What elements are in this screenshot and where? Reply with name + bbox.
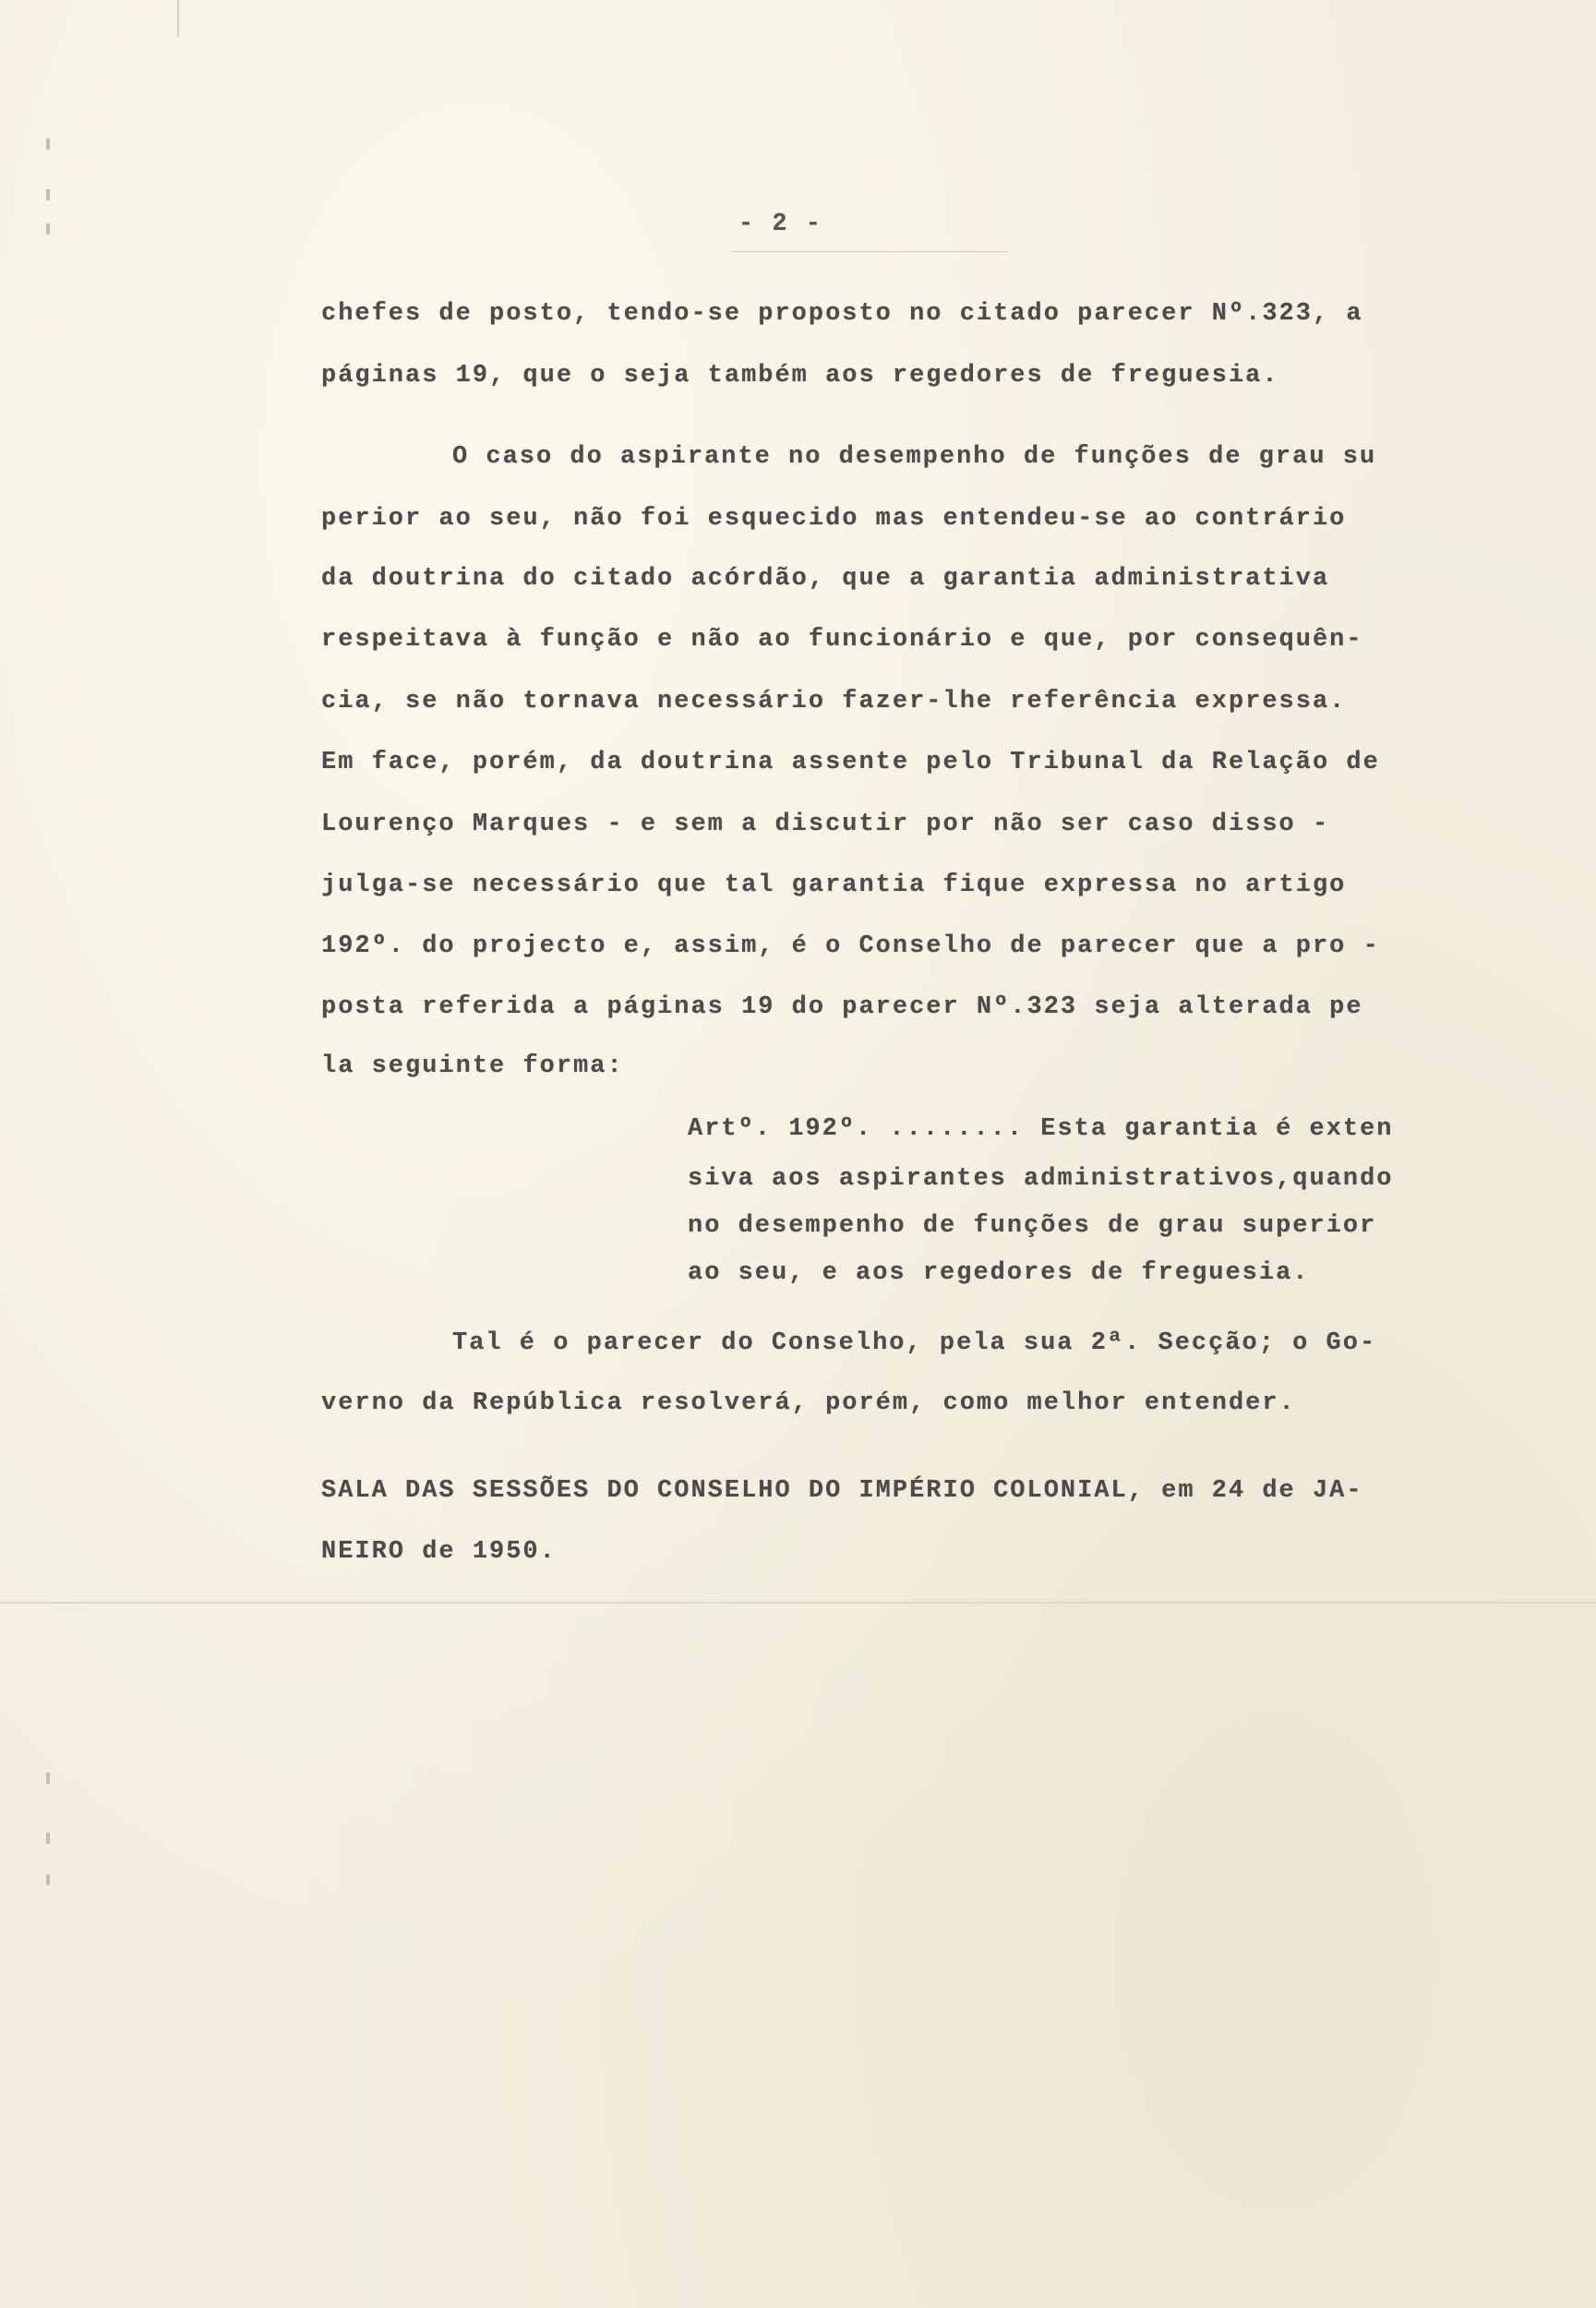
quoted-article-line: no desempenho de funções de grau superior [688,1212,1377,1240]
binding-hole-mark [46,138,50,150]
paragraph-3-line: verno da República resolverá, porém, como melhor entender. [321,1389,1296,1417]
paragraph-3-line: Tal é o parecer do Conselho, pela sua 2ª. Secção; o Go- [452,1329,1377,1357]
paragraph-2-line: posta referida a páginas 19 do parecer Nº.323 seja alterada pe [321,993,1363,1021]
paragraph-2-line: da doutrina do citado acórdão, que a garantia administrativa [321,565,1330,593]
paragraph-1-line: páginas 19, que o seja também aos regedores de freguesia. [321,362,1279,390]
paper-fold [0,1602,1596,1604]
quoted-article-line: Artº. 192º. ........ Esta garantia é exten [688,1115,1394,1143]
closing-line: NEIRO de 1950. [321,1538,557,1566]
paragraph-2-line: julga-se necessário que tal garantia fique expressa no artigo [321,872,1347,899]
paragraph-2-line: 192º. do projecto e, assim, é o Conselho de parecer que a pro - [321,932,1380,960]
paragraph-2-line: la seguinte forma: [321,1052,624,1080]
page-number: - 2 - [738,210,823,238]
paragraph-2-line: perior ao seu, não foi esquecido mas entendeu-se ao contrário [321,505,1347,533]
closing-line: SALA DAS SESSÕES DO CONSELHO DO IMPÉRIO COLONIAL, em 24 de JA- [321,1477,1363,1505]
header-rule [731,251,1008,252]
quoted-article-line: ao seu, e aos regedores de freguesia. [688,1259,1310,1287]
paragraph-2-line: Lourenço Marques - e sem a discutir por não ser caso disso - [321,811,1330,838]
binding-hole-mark [46,1773,50,1784]
paper-edge-mark [177,0,179,37]
paragraph-1-line: chefes de posto, tendo-se proposto no citado parecer Nº.323, a [321,300,1363,328]
binding-hole-mark [46,223,50,234]
binding-hole-mark [46,1833,50,1844]
binding-hole-mark [46,1874,50,1885]
paragraph-2-line: respeitava à função e não ao funcionário e que, por consequên- [321,626,1363,654]
paragraph-2-line: O caso do aspirante no desempenho de funções de grau su [452,443,1377,471]
paragraph-2-line: Em face, porém, da doutrina assente pelo Tribunal da Relação de [321,749,1380,776]
quoted-article-line: siva aos aspirantes administrativos,quando [688,1165,1394,1193]
paragraph-2-line: cia, se não tornava necessário fazer-lhe referência expressa. [321,688,1347,715]
binding-hole-mark [46,189,50,200]
